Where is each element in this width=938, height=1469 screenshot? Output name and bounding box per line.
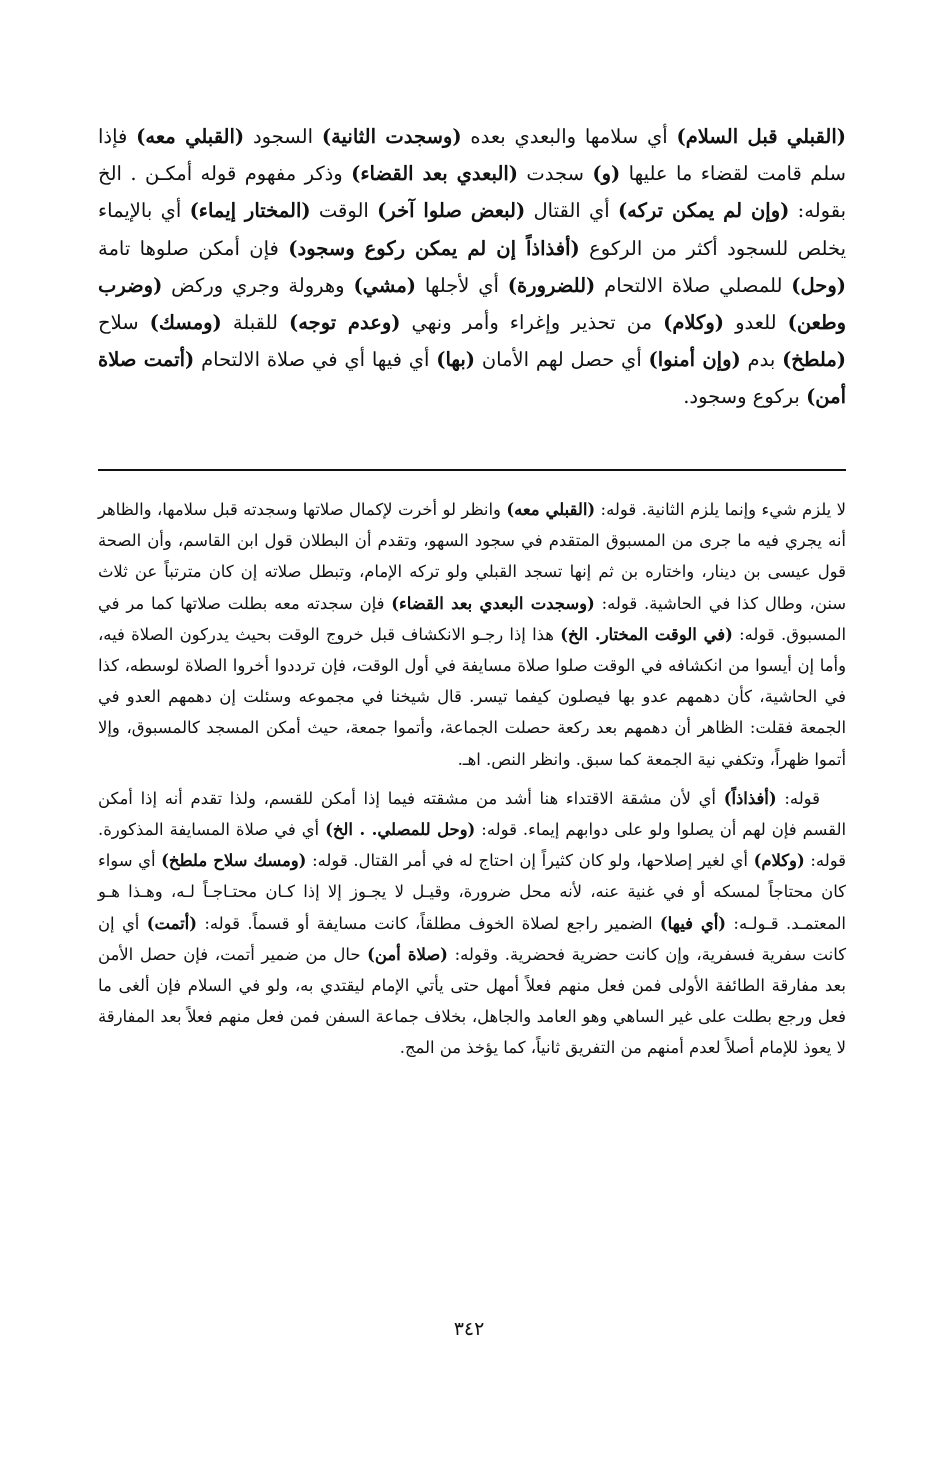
bold-term: (للضرورة) (507, 273, 596, 297)
text-run: أي لأن مشقة الاقتداء هنا أشد من مشقته فيما إذا أمكن للقسم، ولذا تقدم أنه إذا أمكن القسم فإن لهم أن يصلوا ولو على دوابهم إيماء. قوله: (98, 788, 846, 840)
text-run: من تحذير وإغراء وأمر ونهي (400, 311, 664, 335)
bold-term: (ومسك سلاح ملطخ) (161, 851, 307, 871)
text-run: بدم (740, 348, 783, 372)
text-run: أي سواء كان محتاجاً لمسكه أو في غنية عنه، لأنه محل ضرورة، وقيـل لا يجـوز إلا إذا كـان محتـاجـاً لـه، وهـذا هـو المعتمـد. قـولـه: (98, 851, 846, 933)
bold-term: (أي فيها) (659, 913, 727, 933)
bold-term: (وإن أمنوا) (648, 348, 741, 372)
footnotes-section (98, 494, 846, 1064)
bold-term: (و) (592, 162, 621, 186)
text-run: أي لأجلها (415, 273, 508, 297)
text-run: سجدت (518, 162, 593, 186)
main-text (98, 118, 846, 416)
footnote-paragraph-2 (98, 783, 846, 1064)
bold-term: (مشي) (353, 273, 416, 297)
bold-term: (صلاة أمن) (367, 944, 448, 964)
text-run: أي سلامها والبعدي بعده (461, 125, 677, 148)
bold-term: (أفذاذاً إن لم يمكن ركوع وسجود) (288, 236, 580, 260)
footnote-paragraph-1 (98, 494, 846, 775)
text-run: حال من ضمير أتمت، فإن حصل الأمن بعد مفارقة الطائفة الأولى فمن فعل منهم فعلاً أمهل حتى يأتي الإمام ليقتدي به، ولو في السلام فإن ألغى ما فعل ورجع بطلت على غير الساهي وهو العامد والجاهل، بخلاف جماعة السفن فمن فعل منهم فعلاً بعد المفارقة لا يعوذ للإمام أصلاً لعدم أمنهم من التفريق ثانياً، كما يؤخذ من المج. (98, 944, 846, 1058)
text-run: للقبلة (221, 311, 289, 335)
text-run: وهرولة وجري وركض (162, 273, 354, 297)
text-run: لا يلزم شيء وإنما يلزم الثانية. قوله: (595, 500, 846, 519)
text-run: فإذا سلم قامت لقضاء ما عليها (98, 125, 846, 186)
bold-term: (المختار إيماء) (189, 199, 311, 223)
text-run: قوله: (776, 788, 820, 808)
bold-term: (وحل) (791, 273, 846, 297)
bold-term: (وسجدت الثانية) (321, 125, 462, 148)
bold-term: (وسجدت البعدي بعد القضاء) (391, 593, 595, 613)
bold-term: (ومسك) (149, 311, 222, 335)
text-run: أي حصل لهم الأمان (475, 348, 649, 372)
bold-term: (أفذاذاً) (723, 788, 777, 808)
text-run: أي فيها أي في صلاة الالتحام (194, 348, 437, 372)
bold-term: (ملطخ) (782, 348, 846, 372)
text-run: وذكر مفهوم قوله أمكـن . الخ بقوله: (98, 162, 846, 223)
text-run: بركوع وسجود. (683, 385, 807, 409)
bold-term: (وكلام) (753, 851, 805, 871)
text-run: أي في صلاة المسايفة المذكورة. قوله: (98, 820, 846, 871)
text-run: السجود (244, 125, 322, 148)
bold-term: (البعدي بعد القضاء) (351, 162, 519, 186)
text-run: للعدو (724, 311, 788, 335)
bold-term: (في الوقت المختار. الخ) (560, 624, 733, 644)
bold-term: (القبلي قبل السلام) (676, 125, 846, 148)
bold-term: (أتمت) (146, 913, 197, 933)
text-run: هذا إذا رجـو الانكشاف قبل خروج الوقت بحيث يدركون الصلاة فيه، وأما إن أيسوا من انكشافه في الوقت صلوا صلاة مسايفة في أول الوقت، فإن ترددوا أخروا الصلاة لوسطه، كذا في الحاشية، كأن دهمهم عدو بها فيصلون كيفما تيسر. قال شيخنا في مجموعه وسئلت إن دهمهم العدو في الجمعة فقلت: الظاهر أن دهمهم بعد ركعة حصلت الجماعة، وأتموا جمعة، حيث أمكن المسجد كالمسبوق، وإلا أتموا ظهراً، وتكفي نية الجمعة كما سبق. وانظر النص. اهـ. (98, 624, 846, 769)
text-run: وانظر لو أخرت لإكمال صلاتها وسجدته قبل سلامها، والظاهر أنه يجري فيه ما جرى من المسبوق المتقدم في سجود السهو، وتقدم أن البطلان قول ابن القاسم، وأن الصحة قول عيسى بن دينار، واختاره بن ثم إنها تسجد القبلي ولو تركه الإمام، وتبطل صلاته إن كان مترتباً عن ثلاث سنن، وطال كذا في الحاشية. قوله: (98, 500, 847, 613)
text-run: سلاح (98, 311, 150, 335)
text-run: فإن سجدته معه بطلت صلاتها كما مر في المسبوق. قوله: (98, 593, 847, 644)
bold-term: (وكلام) (663, 311, 724, 335)
text-run: أي لغير إصلاحها، ولو كان كثيراً إن احتاج له في أمر القتال. قوله: (306, 851, 754, 871)
bold-term: (وحل للمصلي. . الخ) (325, 820, 476, 840)
bold-term: (أتمت صلاة أمن) (98, 348, 846, 409)
page-number: ٣٤٢ (453, 1318, 485, 1340)
text-run: أي بالإيماء يخلص للسجود أكثر من الركوع (98, 199, 847, 260)
footnote-separator (98, 469, 846, 471)
text-run: الوقت (310, 199, 378, 223)
bold-term: (وعدم توجه) (289, 311, 401, 335)
text-run: أي القتال (525, 199, 618, 223)
bold-term: (وضرب وطعن) (98, 273, 847, 335)
bold-term: (بها) (436, 348, 476, 372)
text-run: فإن أمكن صلوها تامة (98, 236, 289, 260)
bold-term: (لبعض صلوا آخر) (377, 199, 526, 223)
bold-term: (القبلي معه) (506, 500, 596, 519)
text-run: الضمير راجع لصلاة الخوف مطلقاً، كانت مسايفة أو قسماً. قوله: (196, 913, 660, 933)
bold-term: (القبلي معه) (136, 125, 245, 148)
text-run: أي إن كانت سفرية فسفرية، وإن كانت حضرية فحضرية. وقوله: (98, 913, 847, 964)
bold-term: (وإن لم يمكن تركه) (617, 199, 790, 223)
text-run: للمصلي صلاة الالتحام (595, 273, 792, 297)
